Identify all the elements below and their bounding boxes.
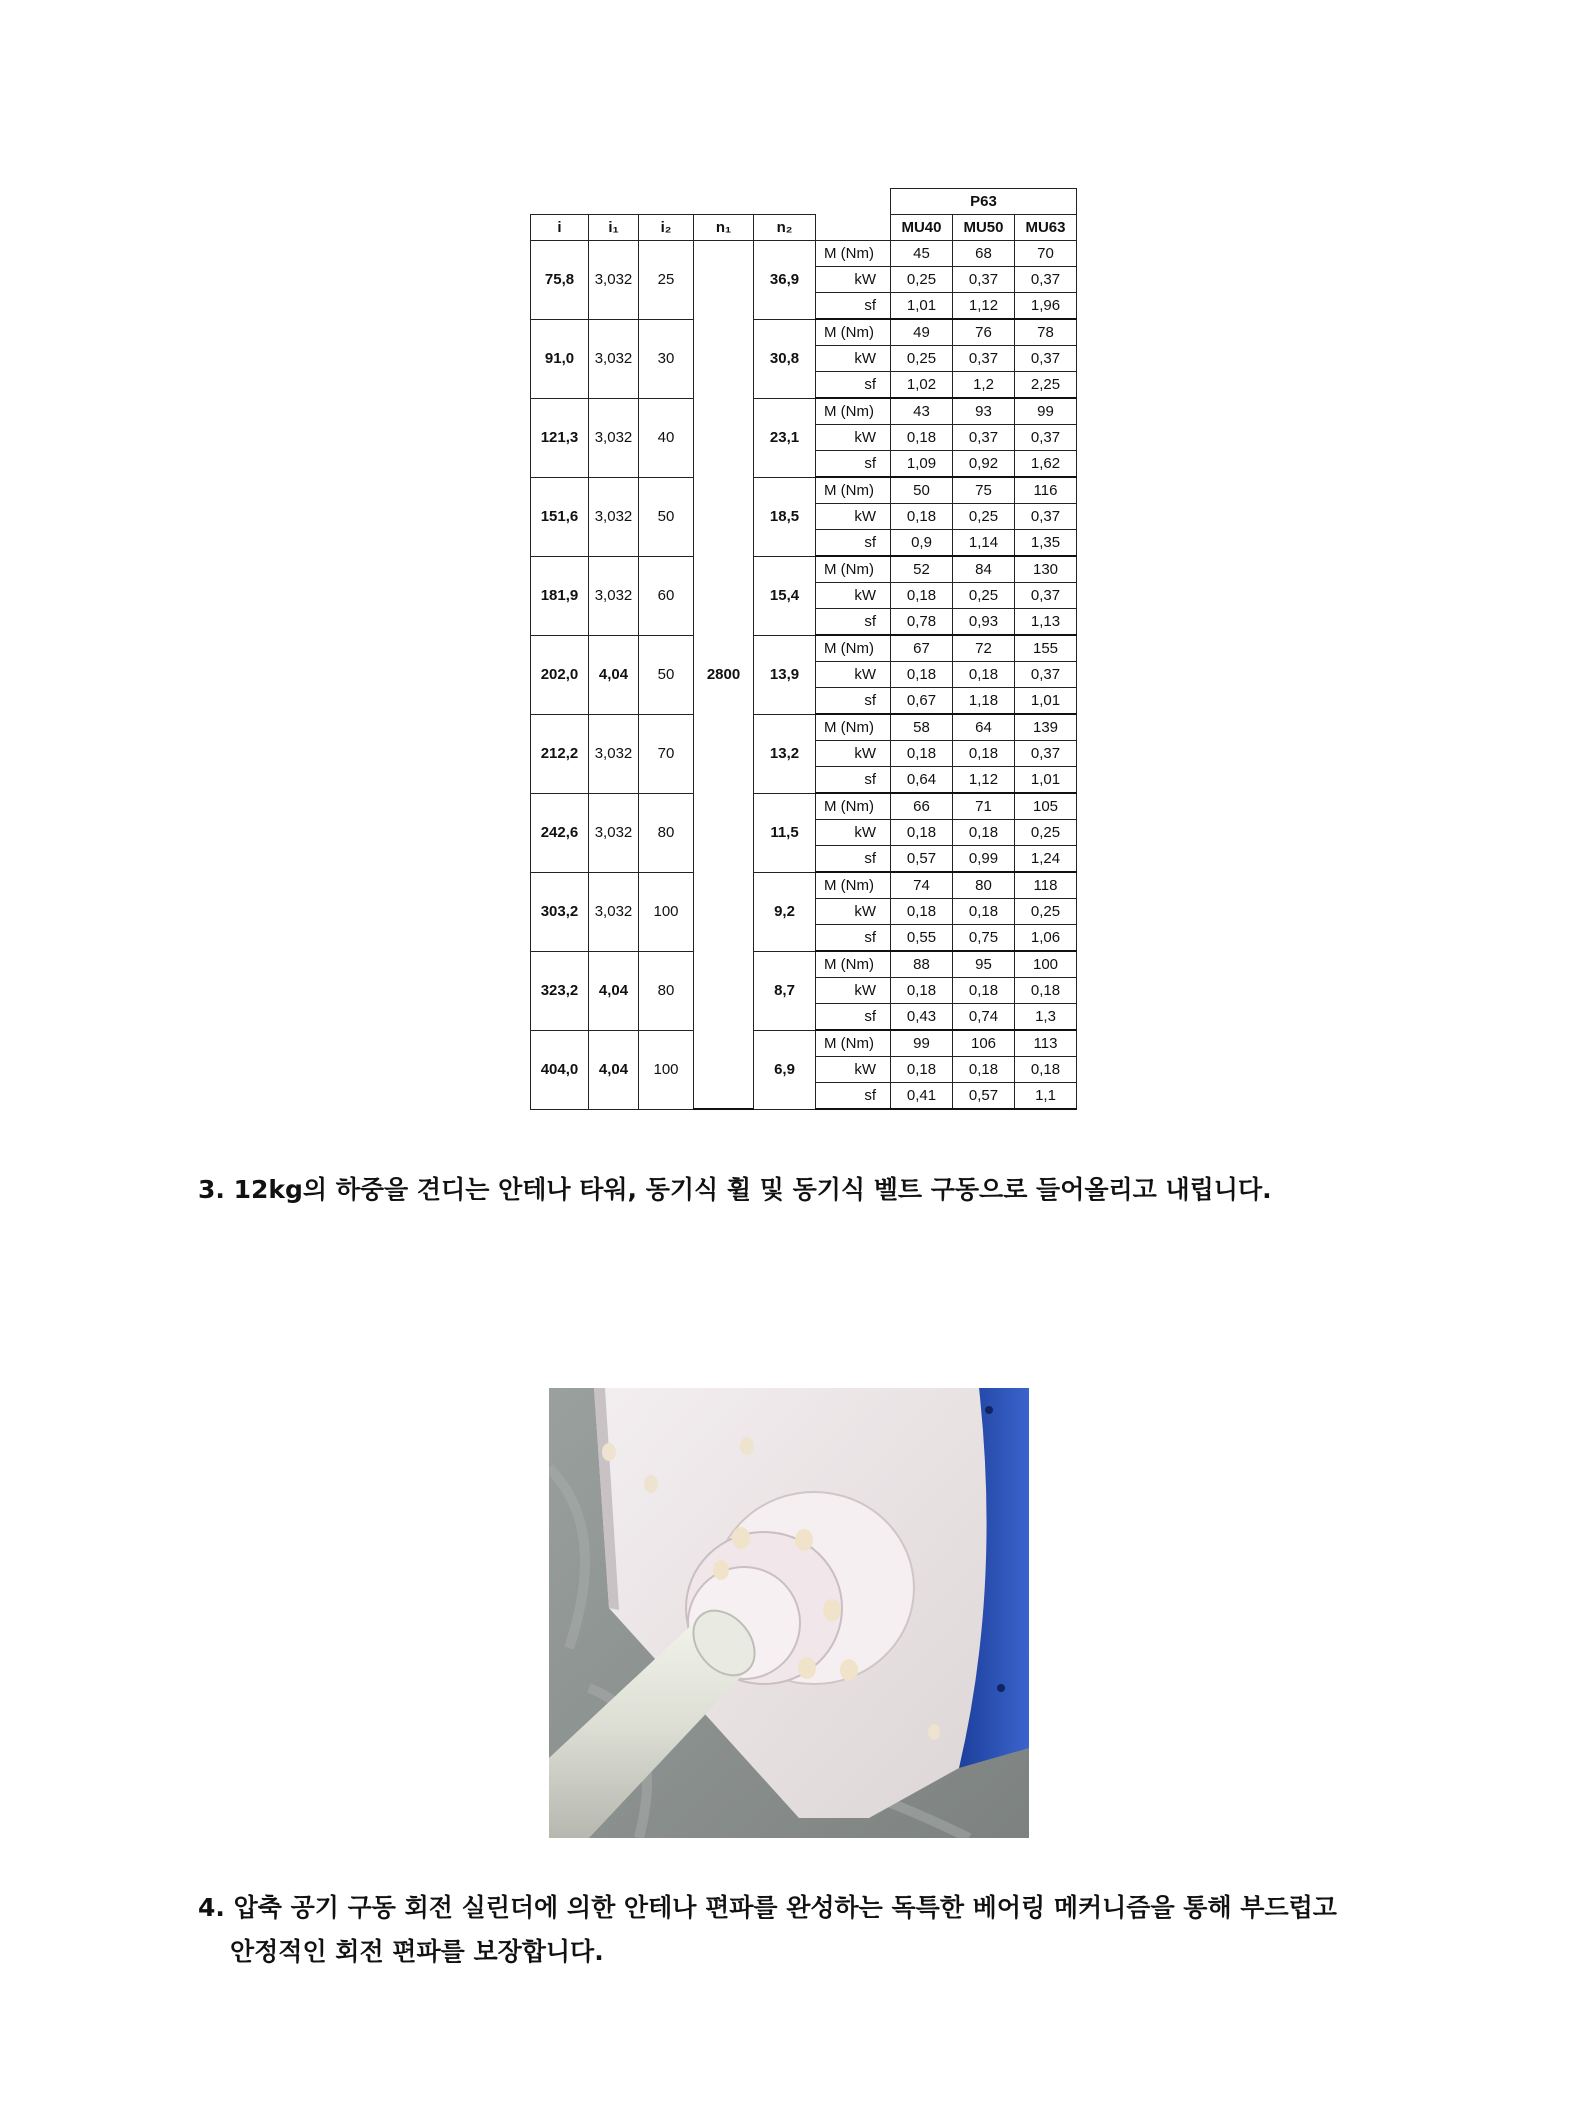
table-column-header-row (531, 215, 1077, 241)
group-header-p63: P63 (891, 189, 1077, 215)
value-cell: 113 (1015, 1030, 1077, 1057)
value-cell: 1,2 (953, 372, 1015, 399)
feature-item-3: 3. 12kg의 하중을 견디는 안테나 타워, 동기식 휠 및 동기식 벨트 구동으로 들어올리고 내립니다. (198, 1175, 1272, 1204)
ratio-i1-cell: 3,032 (589, 556, 639, 635)
ratio-i2-cell: 30 (639, 319, 694, 398)
value-cell: 1,01 (891, 293, 953, 320)
value-cell: 1,01 (1015, 688, 1077, 715)
value-cell: 76 (953, 319, 1015, 346)
ratio-i-cell: 242,6 (531, 793, 589, 872)
value-cell: 0,64 (891, 767, 953, 794)
param-label-cell: sf (816, 1004, 891, 1031)
value-cell: 1,1 (1015, 1083, 1077, 1110)
ratio-i-cell: 75,8 (531, 241, 589, 320)
param-label-cell: sf (816, 1083, 891, 1110)
table-row (531, 1030, 1077, 1057)
value-cell: 105 (1015, 793, 1077, 820)
param-label-cell: kW (816, 583, 891, 609)
param-label-cell: M (Nm) (816, 793, 891, 820)
param-label-cell: sf (816, 451, 891, 478)
column-header: n₁ (694, 215, 754, 241)
table-body (531, 241, 1077, 1110)
value-cell: 0,37 (1015, 662, 1077, 688)
speed-n1-cell: 2800 (694, 241, 754, 1110)
ratio-i-cell: 121,3 (531, 398, 589, 477)
column-header: MU63 (1015, 215, 1077, 241)
param-label-cell: kW (816, 662, 891, 688)
value-cell: 1,09 (891, 451, 953, 478)
value-cell: 0,18 (953, 899, 1015, 925)
value-cell: 0,18 (891, 425, 953, 451)
param-label-cell: sf (816, 293, 891, 320)
column-header: MU50 (953, 215, 1015, 241)
speed-n2-cell: 13,9 (754, 635, 816, 714)
value-cell: 93 (953, 398, 1015, 425)
ratio-i1-cell: 4,04 (589, 951, 639, 1030)
value-cell: 1,12 (953, 767, 1015, 794)
value-cell: 80 (953, 872, 1015, 899)
column-header: i (531, 215, 589, 241)
value-cell: 1,06 (1015, 925, 1077, 952)
table-row (531, 793, 1077, 820)
param-label-cell: M (Nm) (816, 477, 891, 504)
speed-n2-cell: 30,8 (754, 319, 816, 398)
value-cell: 1,24 (1015, 846, 1077, 873)
ratio-i-cell: 212,2 (531, 714, 589, 793)
ratio-i1-cell: 3,032 (589, 714, 639, 793)
value-cell: 0,18 (953, 978, 1015, 1004)
value-cell: 84 (953, 556, 1015, 583)
ratio-i-cell: 323,2 (531, 951, 589, 1030)
table-group-header-row (531, 189, 1077, 215)
value-cell: 118 (1015, 872, 1077, 899)
value-cell: 0,67 (891, 688, 953, 715)
param-label-cell: sf (816, 688, 891, 715)
param-label-cell: kW (816, 425, 891, 451)
value-cell: 1,3 (1015, 1004, 1077, 1031)
value-cell: 1,12 (953, 293, 1015, 320)
value-cell: 45 (891, 241, 953, 267)
ratio-i2-cell: 100 (639, 1030, 694, 1109)
value-cell: 0,37 (953, 346, 1015, 372)
value-cell: 58 (891, 714, 953, 741)
value-cell: 72 (953, 635, 1015, 662)
param-label-cell: sf (816, 609, 891, 636)
value-cell: 0,37 (1015, 741, 1077, 767)
value-cell: 0,18 (891, 978, 953, 1004)
value-cell: 75 (953, 477, 1015, 504)
value-cell: 106 (953, 1030, 1015, 1057)
value-cell: 0,9 (891, 530, 953, 557)
value-cell: 0,18 (953, 820, 1015, 846)
param-label-cell: M (Nm) (816, 556, 891, 583)
feature-item-4-line-1: 4. 압축 공기 구동 회전 실린더에 의한 안테나 편파를 완성하는 독특한 베어링 메커니즘을 통해 부드럽고 (198, 1893, 1337, 1922)
table-row (531, 872, 1077, 899)
ratio-i-cell: 181,9 (531, 556, 589, 635)
speed-n2-cell: 13,2 (754, 714, 816, 793)
value-cell: 0,18 (953, 662, 1015, 688)
param-label-cell: kW (816, 346, 891, 372)
value-cell: 50 (891, 477, 953, 504)
param-label-cell: kW (816, 1057, 891, 1083)
ratio-i1-cell: 3,032 (589, 477, 639, 556)
value-cell: 0,37 (1015, 504, 1077, 530)
column-header (816, 215, 891, 241)
value-cell: 0,74 (953, 1004, 1015, 1031)
value-cell: 2,25 (1015, 372, 1077, 399)
ratio-i-cell: 91,0 (531, 319, 589, 398)
ratio-i2-cell: 60 (639, 556, 694, 635)
table-row (531, 477, 1077, 504)
value-cell: 1,14 (953, 530, 1015, 557)
value-cell: 0,25 (891, 346, 953, 372)
feature-item-4-line-2: 안정적인 회전 편파를 보장합니다. (230, 1937, 604, 1966)
value-cell: 0,37 (953, 267, 1015, 293)
param-label-cell: sf (816, 530, 891, 557)
table-row (531, 398, 1077, 425)
ratio-i-cell: 151,6 (531, 477, 589, 556)
bearing-photo-illustration (549, 1388, 1029, 1838)
ratio-i2-cell: 40 (639, 398, 694, 477)
value-cell: 0,18 (891, 820, 953, 846)
value-cell: 95 (953, 951, 1015, 978)
value-cell: 0,37 (1015, 267, 1077, 293)
param-label-cell: M (Nm) (816, 872, 891, 899)
param-label-cell: M (Nm) (816, 714, 891, 741)
value-cell: 1,62 (1015, 451, 1077, 478)
value-cell: 0,57 (953, 1083, 1015, 1110)
table-row (531, 635, 1077, 662)
column-header: i₁ (589, 215, 639, 241)
ratio-i1-cell: 3,032 (589, 398, 639, 477)
speed-n2-cell: 9,2 (754, 872, 816, 951)
value-cell: 78 (1015, 319, 1077, 346)
table-row (531, 241, 1077, 267)
ratio-i-cell: 202,0 (531, 635, 589, 714)
ratio-i2-cell: 80 (639, 793, 694, 872)
param-label-cell: M (Nm) (816, 398, 891, 425)
value-cell: 0,57 (891, 846, 953, 873)
value-cell: 74 (891, 872, 953, 899)
value-cell: 71 (953, 793, 1015, 820)
value-cell: 1,01 (1015, 767, 1077, 794)
value-cell: 1,18 (953, 688, 1015, 715)
param-label-cell: kW (816, 978, 891, 1004)
antenna-rotation-bearing-photo (549, 1388, 1029, 1838)
value-cell: 64 (953, 714, 1015, 741)
value-cell: 0,18 (1015, 1057, 1077, 1083)
value-cell: 0,37 (953, 425, 1015, 451)
value-cell: 139 (1015, 714, 1077, 741)
ratio-i-cell: 303,2 (531, 872, 589, 951)
value-cell: 116 (1015, 477, 1077, 504)
value-cell: 0,18 (953, 1057, 1015, 1083)
value-cell: 0,37 (1015, 425, 1077, 451)
ratio-i2-cell: 100 (639, 872, 694, 951)
value-cell: 0,25 (891, 267, 953, 293)
value-cell: 68 (953, 241, 1015, 267)
speed-n2-cell: 6,9 (754, 1030, 816, 1109)
value-cell: 0,25 (953, 504, 1015, 530)
value-cell: 130 (1015, 556, 1077, 583)
ratio-i2-cell: 80 (639, 951, 694, 1030)
ratio-i1-cell: 3,032 (589, 872, 639, 951)
param-label-cell: kW (816, 267, 891, 293)
value-cell: 0,37 (1015, 583, 1077, 609)
table-row (531, 951, 1077, 978)
value-cell: 0,93 (953, 609, 1015, 636)
column-header: MU40 (891, 215, 953, 241)
value-cell: 88 (891, 951, 953, 978)
value-cell: 66 (891, 793, 953, 820)
param-label-cell: M (Nm) (816, 319, 891, 346)
param-label-cell: sf (816, 846, 891, 873)
value-cell: 67 (891, 635, 953, 662)
param-label-cell: kW (816, 820, 891, 846)
value-cell: 1,13 (1015, 609, 1077, 636)
column-header: i₂ (639, 215, 694, 241)
ratio-i1-cell: 4,04 (589, 1030, 639, 1109)
ratio-i1-cell: 3,032 (589, 793, 639, 872)
param-label-cell: sf (816, 767, 891, 794)
gear-spec-table (530, 188, 1077, 1110)
value-cell: 0,18 (891, 504, 953, 530)
value-cell: 0,18 (891, 741, 953, 767)
value-cell: 52 (891, 556, 953, 583)
speed-n2-cell: 8,7 (754, 951, 816, 1030)
value-cell: 0,92 (953, 451, 1015, 478)
param-label-cell: sf (816, 925, 891, 952)
value-cell: 100 (1015, 951, 1077, 978)
value-cell: 99 (1015, 398, 1077, 425)
value-cell: 0,25 (1015, 899, 1077, 925)
value-cell: 1,96 (1015, 293, 1077, 320)
value-cell: 0,75 (953, 925, 1015, 952)
param-label-cell: kW (816, 504, 891, 530)
value-cell: 0,99 (953, 846, 1015, 873)
param-label-cell: sf (816, 372, 891, 399)
ratio-i1-cell: 4,04 (589, 635, 639, 714)
ratio-i-cell: 404,0 (531, 1030, 589, 1109)
param-label-cell: M (Nm) (816, 635, 891, 662)
param-label-cell: kW (816, 899, 891, 925)
value-cell: 0,18 (891, 899, 953, 925)
ratio-i1-cell: 3,032 (589, 241, 639, 320)
ratio-i1-cell: 3,032 (589, 319, 639, 398)
param-label-cell: M (Nm) (816, 951, 891, 978)
ratio-i2-cell: 50 (639, 635, 694, 714)
value-cell: 0,43 (891, 1004, 953, 1031)
table-row (531, 556, 1077, 583)
column-header: n₂ (754, 215, 816, 241)
param-label-cell: M (Nm) (816, 241, 891, 267)
speed-n2-cell: 36,9 (754, 241, 816, 320)
value-cell: 155 (1015, 635, 1077, 662)
value-cell: 0,18 (953, 741, 1015, 767)
value-cell: 1,35 (1015, 530, 1077, 557)
value-cell: 0,18 (891, 662, 953, 688)
value-cell: 0,55 (891, 925, 953, 952)
value-cell: 99 (891, 1030, 953, 1057)
value-cell: 0,25 (953, 583, 1015, 609)
value-cell: 1,02 (891, 372, 953, 399)
value-cell: 70 (1015, 241, 1077, 267)
ratio-i2-cell: 50 (639, 477, 694, 556)
value-cell: 0,37 (1015, 346, 1077, 372)
ratio-i2-cell: 70 (639, 714, 694, 793)
value-cell: 0,41 (891, 1083, 953, 1110)
value-cell: 0,18 (1015, 978, 1077, 1004)
value-cell: 0,25 (1015, 820, 1077, 846)
table-row (531, 319, 1077, 346)
speed-n2-cell: 15,4 (754, 556, 816, 635)
value-cell: 0,18 (891, 1057, 953, 1083)
value-cell: 0,18 (891, 583, 953, 609)
param-label-cell: M (Nm) (816, 1030, 891, 1057)
value-cell: 43 (891, 398, 953, 425)
speed-n2-cell: 23,1 (754, 398, 816, 477)
table-row (531, 714, 1077, 741)
feature-item-4 (198, 1886, 1418, 1974)
param-label-cell: kW (816, 741, 891, 767)
value-cell: 49 (891, 319, 953, 346)
ratio-i2-cell: 25 (639, 241, 694, 320)
speed-n2-cell: 11,5 (754, 793, 816, 872)
value-cell: 0,78 (891, 609, 953, 636)
speed-n2-cell: 18,5 (754, 477, 816, 556)
